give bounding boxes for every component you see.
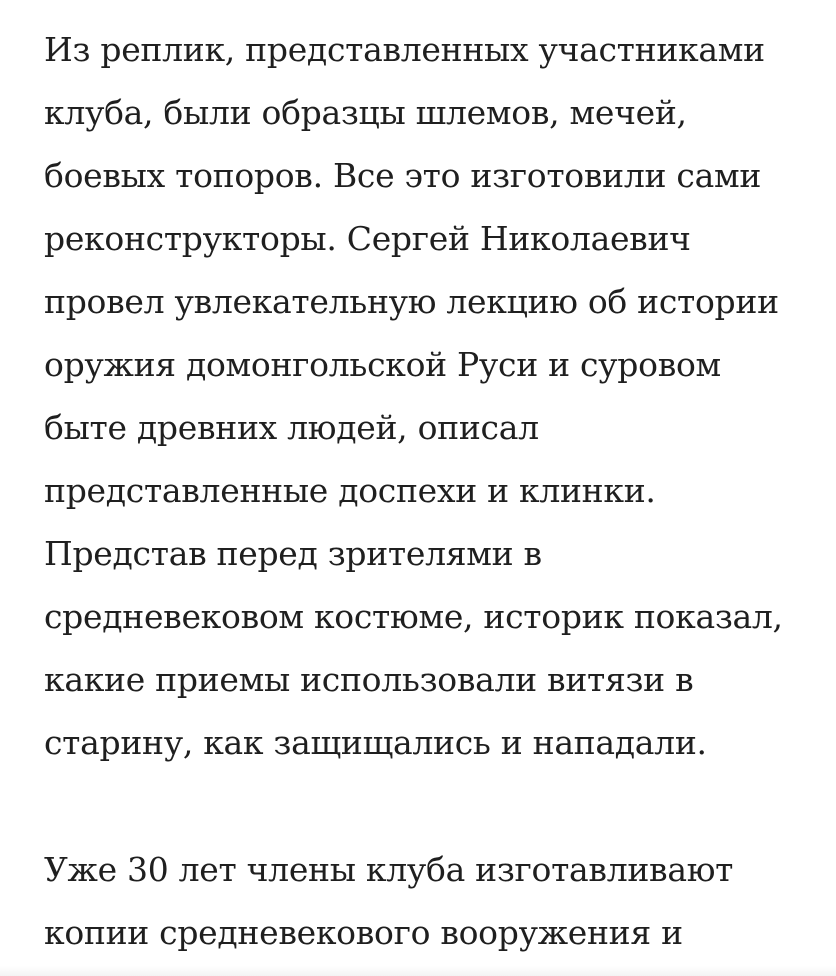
text-line: клуба, были образцы шлемов, мечей,: [44, 93, 687, 132]
paragraph-1: [44, 0, 824, 774]
text-line: средневековом костюме, историк показал,: [44, 597, 783, 636]
bottom-edge: [0, 966, 836, 976]
text-line: Представ перед зрителями в: [44, 534, 542, 573]
text-line: оружия домонгольской Руси и суровом: [44, 345, 721, 384]
text-line: Уже 30 лет члены клуба изготавливают: [44, 850, 734, 889]
text-line: провел увлекательную лекцию об истории: [44, 282, 779, 321]
text-line: реконструкторы. Сергей Николаевич: [44, 219, 691, 258]
text-line: какие приемы использовали витязи в: [44, 660, 694, 699]
text-line: Из реплик, представленных участниками: [44, 30, 765, 69]
text-line: боевых топоров. Все это изготовили сами: [44, 156, 762, 195]
paragraph-2: [44, 838, 824, 964]
text-line: копии средневекового вооружения и: [44, 913, 683, 952]
article-body: [44, 0, 824, 964]
text-line: представленные доспехи и клинки.: [44, 471, 656, 510]
text-line: старину, как защищались и нападали.: [44, 723, 707, 762]
text-line: быте древних людей, описал: [44, 408, 539, 447]
